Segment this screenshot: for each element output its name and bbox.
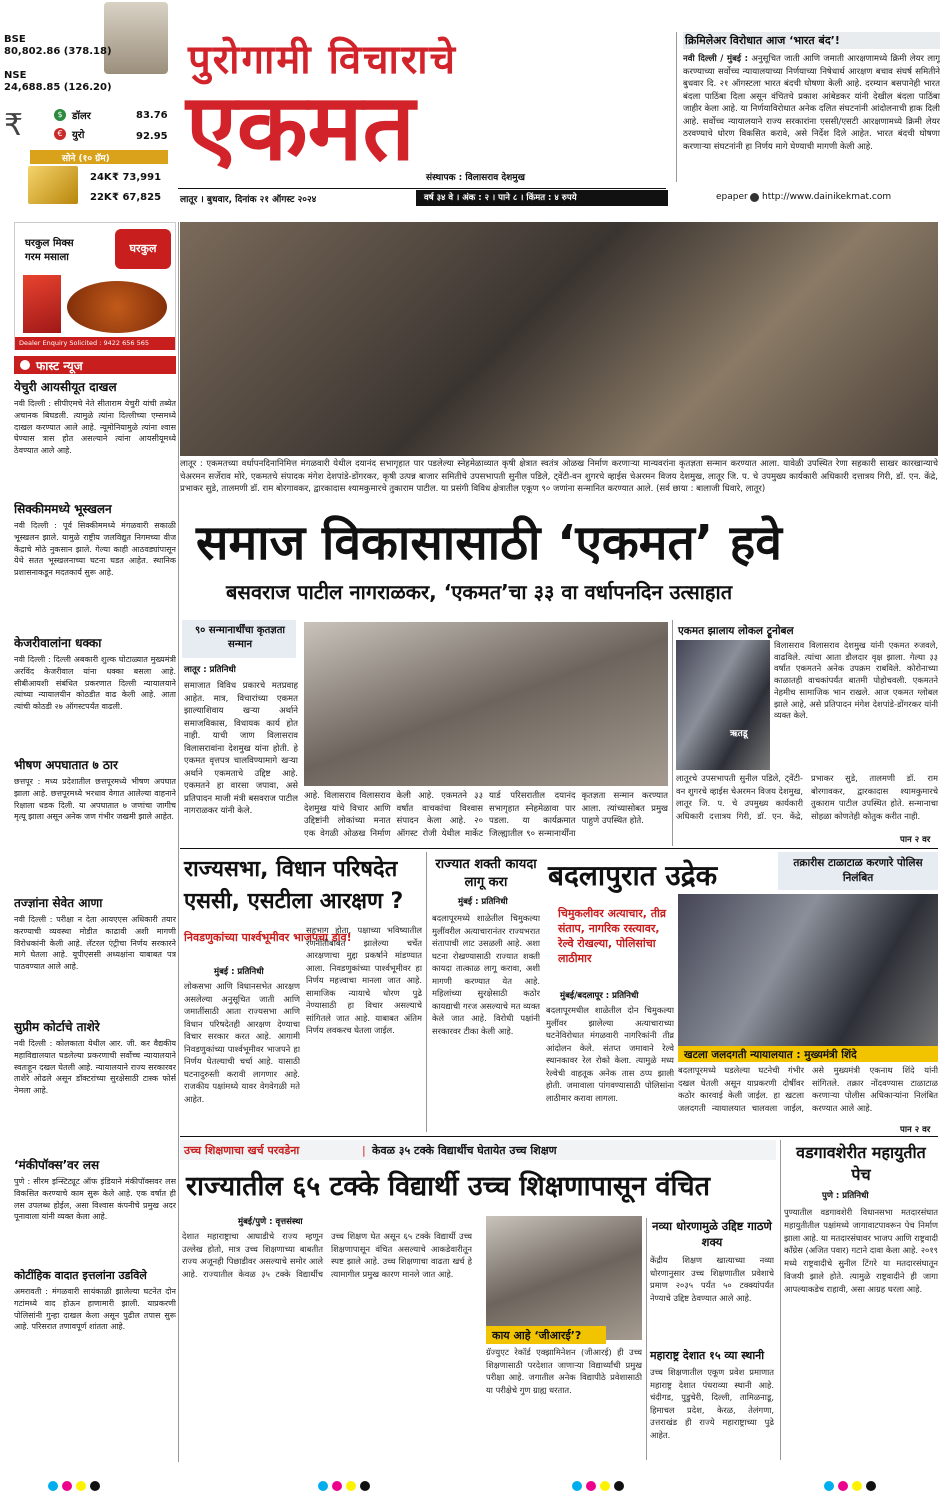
bse-bull-icon — [104, 2, 168, 74]
masthead-tagline: पुरोगामी विचाराचे — [188, 37, 458, 83]
vadgaon-headline: वडगावशेरीत महायुतीत पेच — [796, 1143, 926, 1184]
nse-value: 24,688.85 (126.20) — [4, 82, 112, 93]
badlapur-headline: बदलापुरात उद्रेक — [548, 859, 718, 892]
fast-news-item-head: सिक्कीममध्ये भूस्खलन — [14, 502, 112, 516]
ad-brand-line1: घरकुल मिक्स — [25, 238, 74, 249]
rajyasabha-body2: सहभाग होता. पक्षाच्या भविष्यातील रणनीतीबाबत झालेल्या चर्चेत आरक्षणाचा मुद्दा प्रकर्षाने मांडण्यात आला. निवडणुकांच्या पार्श्वभूमीवर हा निर्णय महत्त्वाचा मानला जात आहे. सामाजिक न्यायाचे धोरण पुढे नेण्यासाठी हा विचार असल्याचे सांगितले जात आहे. याबाबत अंतिम निर्णय लवकरच घेतला जाईल. — [306, 925, 422, 1035]
top-right-body: अनुसूचित जाती आणि जमाती आरक्षणामध्ये क्रिमी लेयर लागू करण्याच्या सर्वोच्च न्यायालयाच्या निर्णयाच्या निषेधार्थ आरक्षण बचाव संघर्ष समितीने बुधवार दि. २१ ऑगस्टला भारत बंदची घोषणा केली आहे. दरम्यान बसपानेही भारत बंदला पाठिंबा दिला असून वंचितचे प्रकाश आंबेडकर यांनी देखील बंदला पाठिंबा जाहीर केला आहे. या निर्णयाविरोधात अनेक दलित संघटनांनी आंदोलनाची हाक दिली आहे. सर्वोच्च न्यायालयाने राज्य सरकारांना एससी/एसटी आरक्षणामध्ये क्रिमी लेयर ठरवण्याचे धोरण विकसित करावे, असे निर्देश दिले आहेत. भारत बंदची घोषणा करणाऱ्या संघटनांनी हा निर्णय मागे घेण्याची मागणी केली आहे. — [683, 54, 940, 152]
section-rule-2 — [180, 1136, 938, 1137]
badlapur-cont: पान २ वर — [900, 1125, 931, 1135]
masthead-founder: संस्थापक : विलासराव देशमुख — [426, 173, 526, 183]
fast-news-item-head: सुप्रीम कोर्टाचे ताशेरे — [14, 1020, 100, 1034]
masthead-issue: वर्ष ३४ वे । अंक : २ । पाने ८ । किंमत : ४ रुपये — [424, 193, 577, 203]
rajyasabha-body: लोकसभा आणि विधानसभेत आरक्षण असलेल्या अनुसूचित जाती आणि जमातींसाठी आता राज्यसभा आणि विधान परिषदेतही आरक्षण देण्याचा विचार सरकार करत आहे. आगामी निवडणुकांच्या पार्श्वभूमीवर भाजपने हा निर्णय घेतल्याची चर्चा आहे. यासाठी घटनादुरुस्ती करावी लागणार आहे. राजकीय पक्षांमध्ये यावर वेगवेगळी मते आहेत. — [184, 981, 300, 1104]
euro-label: युरो — [72, 130, 85, 141]
gre-rank-text: उच्च शिक्षणातील एकूण प्रवेश प्रमाणात महाराष्ट्र देशात पंधराव्या स्थानी आहे. चंदीगड, पुडुचेरी, दिल्ली, तामिळनाडू, हिमाचल प्रदेश, केरळ, तेलंगणा, उत्तराखंड ही राज्ये महाराष्ट्राच्या पुढे आहेत. — [650, 1367, 774, 1440]
badlapur-body: बदलापूरमधील शाळेतील दोन चिमुकल्या मुलींवर झालेल्या अत्याचाराच्या घटनेविरोधात मंगळवारी नागरिकांनी तीव्र आंदोलन केले. संतप्त जमावाने रेल्वे स्थानकावर रेल रोको केला. त्यामुळे मध्य रेल्वेची वाहतूक अनेक तास ठप्प झाली होती. जमावाला पांगवण्यासाठी पोलिसांना लाठीमार करावा लागला. — [546, 1005, 674, 1103]
fast-news-item — [14, 634, 176, 756]
fast-news-item-body: नवी दिल्ली : परीक्षा न देता आयएएस अधिकारी तयार करण्याची व्यवस्था मोडीत काढावी अशी मागणी विरोधकांनी केली आहे. लॅटरल एंट्रीचा निर्णय सरकारने मागे घेतला आहे. यूपीएससी अध्यक्षांना याबाबत पत्र पाठवण्यात आले आहे. — [14, 915, 176, 972]
bse-value: 80,802.86 (378.18) — [4, 46, 112, 57]
local-tv-photo-label: ऋतडू — [730, 729, 748, 739]
dateline-rule — [178, 188, 666, 189]
fast-news-header — [14, 356, 176, 374]
masala-ad — [14, 222, 176, 350]
fast-news-item-body: नवी दिल्ली : सीपीएमचे नेते सीताराम येचुरी यांची तब्येत अचानक बिघडली. त्यामुळे त्यांना दिल्लीच्या एम्समध्ये दाखल करण्यात आले आहे. न्यूमोनियामुळे त्यांना श्वास घेण्यास त्रास होत असल्याने त्यांना आयसीयूमध्ये ठेवण्यात आले आहे. — [14, 399, 176, 456]
registration-marks-center-right — [570, 1476, 626, 1495]
rupee-icon: ₹ — [4, 108, 24, 143]
lead-side-head: ९० सन्मानार्थींचा कृतज्ञता सन्मान — [194, 625, 285, 650]
top-right-headline: क्रिमिलेअर विरोधात आज ‘भारत बंद’! — [683, 32, 940, 49]
education-band-red: उच्च शिक्षणाचा खर्च परवडेना — [184, 1144, 300, 1157]
fast-news-item-head: भीषण अपघातात ७ ठार — [14, 758, 118, 772]
gold-22-value: ₹ 67,825 — [112, 192, 162, 203]
lead-subhead: बसवराज पाटील नागराळकर, ‘एकमत’चा ३३ वा वर्धापनदिन उत्साहात — [226, 580, 733, 604]
lead-body: समाजात विविध प्रकारचे मतप्रवाह आहेत. मात्र, विचारांच्या एकमत झाल्याशिवाय खऱ्या अर्थाने समाजविकास, विधायक कार्य होत नाही. याची जाण विलासराव विलासरावांना देशमुख यांना होती. हे एकमत वृत्तपत्र चालविण्यामागे खऱ्या अर्थाने एकमताचे उद्दिष्ट आहे. एकमतने हा वारसा जपावा, असे प्रतिपादन माजी मंत्री बसवराज पाटील नागराळकर यांनी केले. — [184, 681, 298, 816]
registration-marks-right — [822, 1476, 878, 1495]
vadgaon-body: पुण्यातील वडगावशेरी विधानसभा मतदारसंघात महायुतीतील पक्षांमध्ये जागावाटपावरून पेच निर्माण झाला आहे. या मतदारसंघावर भाजप आणि राष्ट्रवादी काँग्रेस (अजित पवार) गटाने दावा केला आहे. २०१९ मध्ये राष्ट्रवादीचे सुनील टिंगरे या मतदारसंघातून विजयी झाले होते. त्यामुळे राष्ट्रवादीने ही जागा आपल्याकडेच राहावी, असा आग्रह धरला आहे. — [784, 1207, 938, 1294]
badlapur-photo-caption: खटला जलदगती न्यायालयात : मुख्यमंत्री शिंदे — [684, 1049, 857, 1061]
section-rule-1 — [180, 848, 938, 849]
left-column-rule — [178, 222, 179, 1462]
fast-news-item — [14, 894, 176, 1018]
fast-news-item — [14, 378, 176, 500]
epaper-label[interactable]: epaper — [716, 192, 748, 202]
fast-news-item-head: तज्ज्ञांना सेवेत आणा — [14, 896, 103, 910]
local-tv-photo — [676, 640, 770, 770]
dollar-value: 83.76 — [136, 110, 168, 121]
ad-pack-image — [23, 275, 61, 333]
gre-head: नव्या धोरणामुळे उद्दिष्ट गाठणे शक्य — [652, 1219, 772, 1249]
bullet-icon — [20, 360, 30, 370]
rajyasabha-kicker: निवडणुकांच्या पार्श्वभूमीवर भाजपचा डाव! — [184, 931, 352, 944]
gold-24-label: 24K — [90, 172, 112, 183]
gold-22-label: 22K — [90, 192, 112, 203]
gold-label: सोने (१० ग्रॅम) — [62, 154, 110, 164]
euro-value: 92.95 — [136, 131, 168, 142]
badlapur-side-body: बदलापूरमध्ये घडलेल्या घटनेची गंभीर दखल घेतली असून याप्रकरणी दोषींवर कठोर कारवाई केली जाईल. हा खटला जलदगती न्यायालयात चालवला जाईल, असे मुख्यमंत्री एकनाथ शिंदे यांनी सांगितले. तक्रार नोंदवण्यास टाळाटाळ करणाऱ्या पोलीस अधिकाऱ्यांना निलंबित करण्यात आले आहे. — [678, 1065, 938, 1113]
fast-news-item-body: नवी दिल्ली : दिल्ली अबकारी शुल्क घोटाळ्यात मुख्यमंत्री अरविंद केजरीवाल यांना धक्का बसला आहे. सीबीआयशी संबंधित प्रकरणात दिल्ली न्यायालयाने त्यांच्या न्यायालयीन कोठडीत वाढ केली आहे. आता त्यांची कोठडी २७ ऑगस्टपर्यंत वाढली. — [14, 655, 176, 712]
fast-news-item — [14, 1018, 176, 1156]
ad-dealer: Dealer Enquiry Solicited : 9422 656 565 — [19, 339, 149, 347]
local-tv-body: विलासराव विलासराव देशमुख यांनी एकमत रुजवले, वाढविले. त्यांचा आता डौलदार वृक्ष झाला. गेल्या ३३ वर्षांत एकमतने अनेक उपक्रम राबविले. कोरोनाच्या काळातही वाचकांपर्यंत बातमी पोहोचवली. एकमतने नेहमीच सामाजिक भान राखले. आज एकमत ग्लोबल झाले आहे, असे प्रतिपादन मंगेश देशपांडे-डोंगरकर यांनी व्यक्त केले. — [774, 640, 938, 721]
fast-news-item-body: नवी दिल्ली : कोलकाता येथील आर. जी. कर वैद्यकीय महाविद्यालयात घडलेल्या प्रकरणाची सर्वोच्च न्यायालयाने स्वतःहून दखल घेतली आहे. न्यायालयाने राज्य सरकारवर ताशेरे ओढले असून डॉक्टरांच्या सुरक्षेसाठी टास्क फोर्स नेमला आहे. — [14, 1039, 176, 1096]
education-headline: राज्यातील ६५ टक्के विद्यार्थी उच्च शिक्षणापासून वंचित — [186, 1171, 711, 1202]
gold-bars-icon — [28, 166, 78, 204]
lead-headline: समाज विकासासाठी ‘एकमत’ हवे — [196, 515, 782, 571]
fast-news-column — [14, 378, 176, 1458]
masthead-name: एकमत — [186, 74, 415, 181]
shakti-dateline: मुंबई : प्रतिनिधी — [458, 897, 508, 907]
badlapur-dateline: मुंबई/बदलापूर : प्रतिनिधी — [560, 991, 639, 1001]
local-tv-head: एकमत झालाय लोकल ट्रूनोबल — [678, 625, 794, 637]
gre-body: ग्रॅज्युएट रेकॉर्ड एक्झामिनेशन (जीआरई) ही उच्च शिक्षणासाठी परदेशात जाणाऱ्या विद्यार्थ्यांची प्रमुख परीक्षा आहे. जगातील अनेक विद्यापीठे प्रवेशासाठी या परीक्षेचे गुण ग्राह्य धरतात. — [486, 1347, 642, 1395]
fast-news-item — [14, 1156, 176, 1268]
education-dateline: मुंबई/पुणे : वृत्तसंस्था — [238, 1217, 303, 1227]
dollar-label: डॉलर — [72, 111, 91, 122]
fast-news-item-head: ‘मंकीपॉक्स’वर लस — [14, 1158, 100, 1172]
ad-dish-image — [67, 281, 167, 333]
fast-news-item-head: येचुरी आयसीयूत दाखल — [14, 380, 117, 394]
fast-news-item-body: अमरावती : मंगळवारी सायंकाळी झालेल्या घटनेत दोन गटांमध्ये वाद होऊन हाणामारी झाली. याप्रकरणी पोलिसांनी गुन्हा दाखल केला असून पुढील तपास सुरू आहे. परिसरात तणावपूर्ण शांतता आहे. — [14, 1287, 176, 1332]
main-photo-caption: लातूर : एकमतच्या वर्धापनदिनानिमित्त मंगळवारी येथील दयानंद सभागृहात पार पडलेल्या स्नेहमेळाव्यात कृषी क्षेत्रात स्वतंत्र ओळख निर्माण करणाऱ्या मान्यवरांना कृतज्ञता सन्मान करण्यात आला. यावेळी उपस्थित रेणा सहकारी साखर कारखान्याचे चेअरमन सर्जेराव मोरे, एकमतचे संपादक मंगेश देशपांडे-डोंगरकर, कृषी उत्पन्न बाजार समितीचे उपसभापती सुनील पडिले, ट्वेंटी-वन शुगरचे व्हाईस चेअरमन विजय देशमुख, लातूर जि. प. चे उपमुख्य कार्यकारी अधिकारी दत्तात्रय गिरी, डॉ. एन. केंद्रे, प्रभाकर सुडे, तालमणी डॉ. राम बोरगावकर, द्वारकादास श्यामकुमारचे तुकाराम पाटील. या प्रसंगी विविध क्षेत्रातील एकूण ९० जणांना सन्मानित करण्यात आले. (सर्व छाया : बालाजी धिवारे, लातूर) — [180, 459, 938, 494]
fast-news-item — [14, 756, 176, 894]
education-body: देशात महाराष्ट्राचा आघाडीचे राज्य म्हणून उल्लेख होतो, मात्र उच्च शिक्षणाच्या बाबतीत राज्य अजूनही पिछाडीवर असल्याचे समोर आले आहे. राज्यातील केवळ ३५ टक्के विद्यार्थीच उच्च शिक्षण घेत असून ६५ टक्के विद्यार्थी उच्च शिक्षणापासून वंचित असल्याचे आकडेवारीतून स्पष्ट झाले आहे. उच्च शिक्षणाचा वाढता खर्च हे त्यामागील प्रमुख कारण मानले जात आहे. — [182, 1231, 472, 1279]
badlapur-protest-photo — [678, 894, 938, 1054]
badlapur-side-head: तक्रारीस टाळाटाळ करणारे पोलिस निलंबित — [793, 857, 923, 884]
website-link[interactable]: http://www.dainikekmat.com — [762, 192, 892, 202]
rajyasabha-dateline: मुंबई : प्रतिनिधी — [214, 967, 264, 977]
euro-icon: € — [54, 128, 66, 140]
ad-brand-line2: गरम मसाला — [25, 252, 69, 263]
top-right-dateline: नवी दिल्ली / मुंबई : — [683, 54, 749, 64]
gre-photo-caption: काय आहे ‘जीआरई’? — [492, 1329, 582, 1342]
local-tv-body2: लातूरचे उपसभापती सुनील पडिले, ट्वेंटी-वन शुगरचे व्हाईस चेअरमन विजय देशमुख, लातूर जि. प. चे उपमुख्य कार्यकारी अधिकारी दत्तात्रय गिरी, डॉ. एन. केंद्रे, प्रभाकर सुडे, तालमणी डॉ. राम बोरगावकर, द्वारकादास श्यामकुमारचे तुकाराम पाटील उपस्थित होते. सन्मानाचा सोहळा कोणतेही कोतुक करीत नाही. — [676, 773, 938, 821]
gre-text: केंद्रीय शिक्षण खात्याच्या नव्या धोरणानुसार उच्च शिक्षणातील प्रवेशाचे प्रमाण २०३५ पर्यंत ५० टक्क्यांपर्यंत नेण्याचे उद्दिष्ट ठेवण्यात आले आहे. — [650, 1255, 774, 1303]
lead-col-rule — [672, 620, 673, 846]
shakti-body: बदलापूरमध्ये शाळेतील चिमुकल्या मुलींवरील अत्याचारानंतर राज्यभरात संतापाची लाट उसळली आहे. अशा घटना रोखण्यासाठी राज्यात शक्ती कायदा तात्काळ लागू करावा, अशी मागणी करण्यात येत आहे. महिलांच्या सुरक्षेसाठी कठोर कायद्याची गरज असल्याचे मत व्यक्त केले जात आहे. विरोधी पक्षांनी सरकारवर टीका केली आहे. — [432, 913, 540, 1036]
rajyasabha-rule — [426, 852, 427, 1132]
gre-photo — [486, 1216, 642, 1340]
local-tv-cont: पान २ वर — [900, 835, 931, 845]
registration-marks-left — [46, 1476, 102, 1495]
globe-icon — [750, 193, 759, 202]
fast-news-item-body: छत्तपूर : मध्य प्रदेशातील छत्तपूरमध्ये भीषण अपघात झाला आहे. छत्तपूरमध्ये भरधाव वेगात आलेल्या वाहनाने रिक्षाला धडक दिली. या अपघातात ७ जणांचा जागीच मृत्यू झाला असून अनेक जण गंभीर जखमी झाले आहेत. — [14, 777, 176, 822]
vadgaon-dateline: पुणे : प्रतिनिधी — [822, 1191, 869, 1201]
education-band-rest: केवळ ३५ टक्के विद्यार्थीच घेतायेत उच्च शिक्षण — [372, 1144, 557, 1157]
masthead-dateline: लातूर । बुधवार, दिनांक २१ ऑगस्ट २०२४ — [180, 195, 317, 205]
markets-panel — [0, 0, 170, 212]
fast-news-item-head: कोटींहिक वादात इत्तलांना उडविले — [14, 1269, 147, 1282]
gre-rank-head: महाराष्ट्र देशात १५ व्या स्थानी — [650, 1349, 765, 1362]
bse-label: BSE — [4, 34, 26, 45]
lead-dateline: लातूर : प्रतिनिधी — [184, 665, 236, 675]
gold-24-value: ₹ 73,991 — [112, 172, 162, 183]
registration-marks-center-left — [316, 1476, 372, 1495]
ad-logo: घरकुल — [115, 229, 171, 269]
nse-label: NSE — [4, 70, 27, 81]
main-event-photo — [180, 222, 938, 456]
top-right-story — [676, 32, 940, 182]
lead-body-continued: आहे. विलासराव विलासराव देशमुख यांचे विचार आणि उद्दिष्टांनी लोकांच्या मनात एक वेगळी ओळख निर्माण केली आहे. एकमतने ३३ वर्षांत वाचकांचा विश्वास संपादन केला आहे. २० ऑगस्ट रोजी येथील मार्केट यार्ड परिसरातील दयानंद सभागृहात स्नेहमेळावा पार पडला. या कार्यक्रमात जिल्ह्यातील ९० सन्मानार्थींना कृतज्ञता सन्मान करण्यात आला. त्यांच्यासोबत प्रमुख पाहुणे उपस्थित होते. — [304, 791, 668, 839]
lead-photo — [304, 622, 668, 786]
fast-news-item — [14, 500, 176, 634]
fast-news-item-body: पुणे : सीरम इन्स्टिट्यूट ऑफ इंडियाने मंकीपॉक्सवर लस विकसित करण्याचे काम सुरू केले आहे. एक वर्षात ही लस उपलब्ध होईल, असा विश्वास कंपनीचे प्रमुख अदर पूनावाला यांनी व्यक्त केला आहे. — [14, 1177, 176, 1222]
badlapur-kicker: चिमुकलीवर अत्याचार, तीव्र संताप, नागरिक रस्त्यावर, रेल्वे रोखल्या, पोलिसांचा लाठीमार — [558, 907, 667, 965]
dollar-icon: $ — [54, 109, 66, 121]
education-band-sep: | — [362, 1144, 366, 1157]
fast-news-title: फास्ट न्यूज — [36, 359, 83, 373]
shakti-headline: राज्यात शक्ती कायदा लागू करा — [435, 857, 537, 890]
fast-news-item — [14, 1268, 176, 1386]
vadgaon-rule — [780, 1140, 781, 1460]
gre-rule — [646, 1218, 647, 1460]
rajyasabha-headline: राज्यसभा, विधान परिषदेत एससी, एसटीला आरक्षण ? — [184, 857, 404, 914]
fast-news-item-head: केजरीवालांना धक्का — [14, 636, 102, 650]
fast-news-item-body: नवी दिल्ली : पूर्व सिक्कीममध्ये मंगळवारी सकाळी भूस्खलन झाले. यामुळे राष्ट्रीय जलविद्युत निगमच्या वीज केंद्राचे मोठे नुकसान झाले. गेल्या काही आठवड्यांपासून येथे सतत भूस्खलनाच्या घटना घडत आहेत. स्थानिक प्रशासनाकडून मदतकार्य सुरू आहे. — [14, 521, 176, 578]
